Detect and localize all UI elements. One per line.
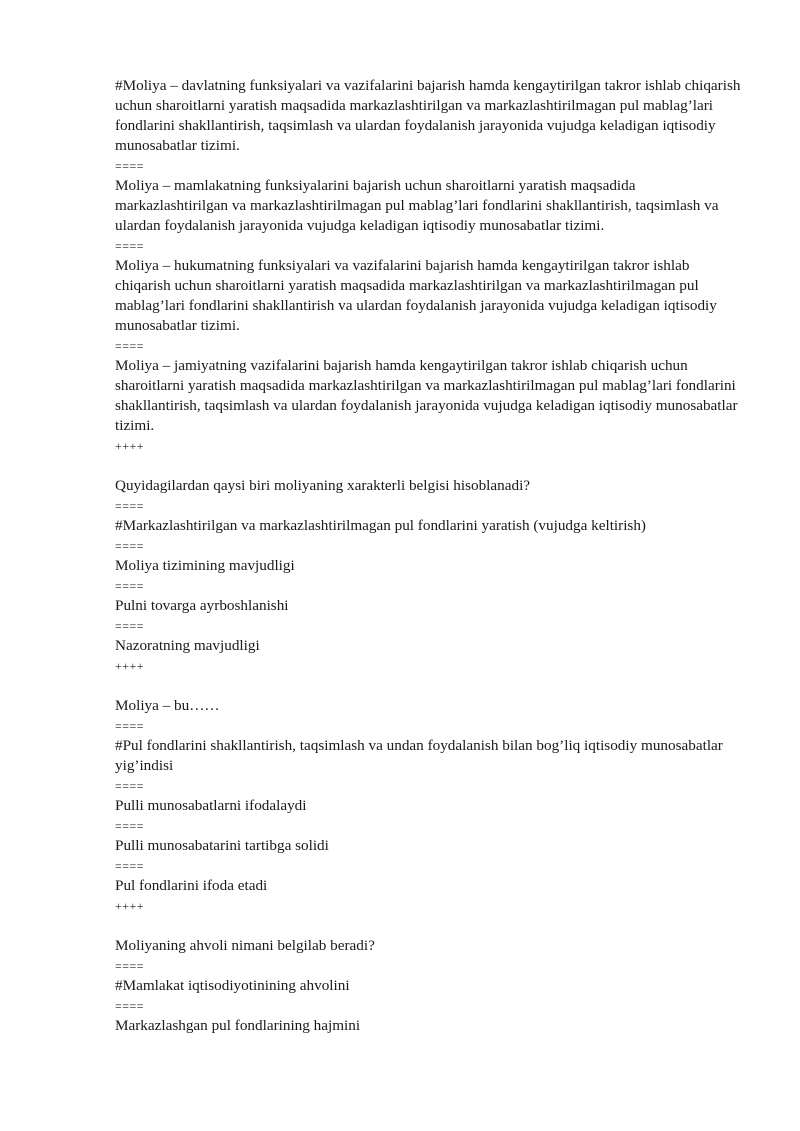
text-paragraph: Moliya – hukumatning funksiyalari va vazifalarini bajarish hamda kengaytirilgan takror ishlab chiqarish uchun sharoitlarni yaratish maqsadida markazlashtirilgan va markazlashtirilmagan pul mablag’lari fondlarini shakllantirish va ulardan foydalanish jarayonida vujudga keladigan iqtisodiy munosabatlar tizimi.	[115, 257, 717, 334]
text-paragraph: #Markazlashtirilgan va markazlashtirilmagan pul fondlarini yaratish (vujudga keltirish)	[115, 517, 646, 534]
text-paragraph: Pul fondlarini ifoda etadi	[115, 877, 268, 894]
separator-line: ====	[115, 719, 145, 733]
separator-line: ====	[115, 499, 145, 513]
text-paragraph: Pulli munosabatlarni ifodalaydi	[115, 797, 307, 814]
paragraph-gap	[115, 916, 745, 936]
text-paragraph: Pulli munosabatarini tartibga solidi	[115, 837, 329, 854]
separator-line: ====	[115, 959, 145, 973]
separator-line: ++++	[115, 899, 145, 913]
separator-line: ====	[115, 819, 145, 833]
text-paragraph: Pulni tovarga ayrboshlanishi	[115, 597, 289, 614]
separator-line: ====	[115, 239, 145, 253]
paragraph-gap	[115, 676, 745, 696]
separator-line: ++++	[115, 659, 145, 673]
text-paragraph: Markazlashgan pul fondlarining hajmini	[115, 1017, 361, 1034]
text-paragraph: Moliya – jamiyatning vazifalarini bajarish hamda kengaytirilgan takror ishlab chiqarish uchun sharoitlarni yaratish maqsadida markazlashtirilgan va markazlashtirilmagan pul mablag’lari fondlarini shakllantirish, taqsimlash va ulardan foydalanish jarayonida vujudga keladigan iqtisodiy munosabatlar tizimi.	[115, 357, 738, 434]
text-paragraph: Nazoratning mavjudligi	[115, 637, 260, 654]
text-paragraph: Quyidagilardan qaysi biri moliyaning xarakterli belgisi hisoblanadi?	[115, 477, 531, 494]
separator-line: ====	[115, 619, 145, 633]
separator-line: ====	[115, 159, 145, 173]
document-body	[115, 76, 745, 1036]
text-paragraph: #Moliya – davlatning funksiyalari va vazifalarini bajarish hamda kengaytirilgan takror ishlab chiqarish uchun sharoitlarni yaratish maqsadida markazlashtirilgan va markazlashtirilmagan pul mablag’lari fondlarini shakllantirish, taqsimlash va ulardan foydalanish jarayonida vujudga keladigan iqtisodiy munosabatlar tizimi.	[115, 77, 741, 154]
paragraph-gap	[115, 456, 745, 476]
text-paragraph: Moliyaning ahvoli nimani belgilab beradi?	[115, 937, 375, 954]
separator-line: ====	[115, 999, 145, 1013]
text-paragraph: Moliya – bu……	[115, 697, 220, 714]
separator-line: ====	[115, 779, 145, 793]
text-paragraph: Moliya tizimining mavjudligi	[115, 557, 295, 574]
separator-line: ====	[115, 859, 145, 873]
text-paragraph: Moliya – mamlakatning funksiyalarini bajarish uchun sharoitlarni yaratish maqsadida markazlashtirilgan va markazlashtirilmagan pul mablag’lari fondlarini shakllantirish, taqsimlash va ulardan foydalanish jarayonida vujudga keladigan iqtisodiy munosabatlar tizimi.	[115, 177, 719, 234]
separator-line: ====	[115, 539, 145, 553]
text-paragraph: #Pul fondlarini shakllantirish, taqsimlash va undan foydalanish bilan bog’liq iqtisodiy munosabatlar yig’indisi	[115, 737, 723, 774]
separator-line: ====	[115, 339, 145, 353]
text-paragraph: #Mamlakat iqtisodiyotinining ahvolini	[115, 977, 350, 994]
separator-line: ====	[115, 579, 145, 593]
separator-line: ++++	[115, 439, 145, 453]
